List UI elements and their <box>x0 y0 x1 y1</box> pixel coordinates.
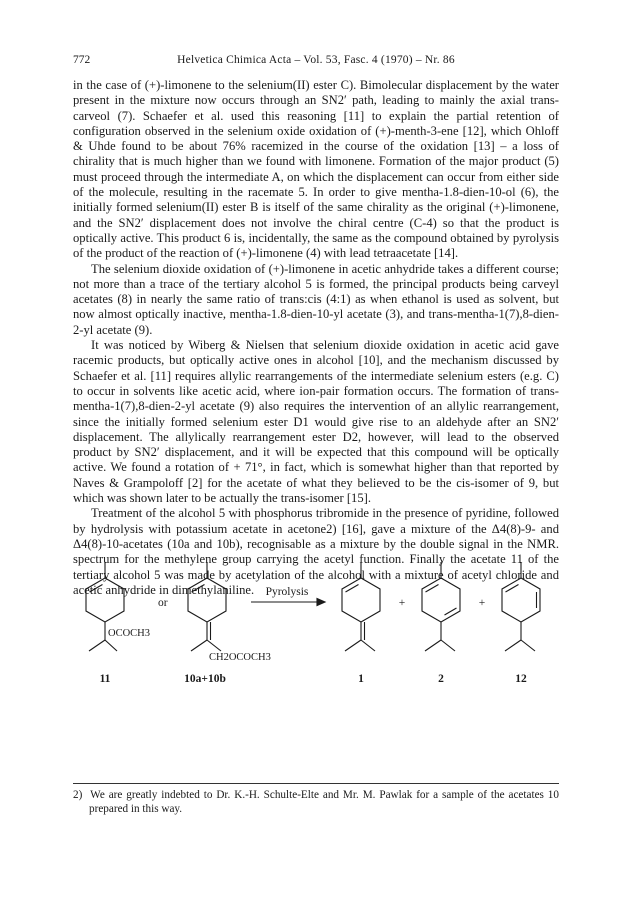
paragraph-1: in the case of (+)-limonene to the selenium(II) ester C). Bimolecular displacement by the water present in the mixture now occurs through an SN2′ path, leading to mainly the axial trans-carveol (7). Schaefer et al. used this reasoning [11] to explain the partial retention of configuration observed in the selenium oxide oxidation of (+)-menth-3-ene [12], which Ohloff & Uhde found to be about 76% racemized in the course of the oxidation [13] – a loss of chirality that is much higher than we found with limonene. Formation of the major product (5) must proceed through the intermediate A, on which the displacement can occur from either side of the molecule, resulting in the racemate 5. In order to give mentha-1.8-dien-10-ol (6), the initially formed selenium(II) ester B is itself of the same chirality as the original (+)-limonene, and the SN2′ displacement does not involve the chiral centre (C-4) so that the product is optically active. This product 6 is, incidentally, the same as the compound obtained by pyrolysis of the product of the reaction of (+)-limonene (4) with lead tetraacetate [14]. <box>73 78 559 261</box>
label-2: 2 <box>438 673 444 685</box>
plus-sign-1: + <box>398 597 406 609</box>
structure-1 <box>342 562 380 651</box>
paragraph-3: It was noticed by Wiberg & Nielsen that selenium dioxide oxidation in acetic acid gave racemic products, but optically active ones in alcohol [10], and the mechanism discussed by Schaefer et al. [11] requires allylic rearrangements of the intermediate selenium esters (e.g. C) to occur in solvents like acetic acid, where ion-pair formation occurs. The formation of trans-mentha-1(7),8-dien-2-yl acetate (9) also requires the intervention of an allylic rearrangement, since the initially formed selenium ester D1 would give rise to an aldehyde after an SN2′ displacement. The allylically rearrangement ester D2, however, will lead to the observed product by SN2′ displacement, and it will be expected that this compound will be optically active. We found a rotation of + 71°, in fact, which is somewhat higher than that reported by Naves & Grampoloff [2] for the acetate of what they believed to be the cis-isomer of 9, but which was shown later to be actually the trans-isomer [15]. <box>73 338 559 506</box>
arrow-label: Pyrolysis <box>265 586 309 598</box>
journal-line: Helvetica Chimica Acta – Vol. 53, Fasc. 4 (1970) – Nr. 86 <box>177 54 455 66</box>
label-12: 12 <box>515 673 527 685</box>
footnote-rule <box>73 783 559 784</box>
running-header <box>73 54 559 70</box>
paragraph-4: Treatment of the alcohol 5 with phosphorus tribromide in the presence of pyridine, followed by hydrolysis with potassium acetate in acetone2) [16], gave a mixture of the Δ4(8)-9- and Δ4(8)-10-acetates (10a and 10b), recognisable as a mixture by the double signal in the NMR. spectrum for the methylene group carrying the acetyl function. Finally the acetate 11 of the tertiary alcohol 5 was made by acetylation of the alcohol with a mixture of acetyl chloride and acetic anhydride in dimethylaniline. <box>73 506 559 597</box>
label-10a-10b: 10a+10b <box>184 673 226 685</box>
structure-2 <box>422 562 460 651</box>
substituent-acetoxy: OCOCH3 <box>108 628 151 639</box>
footnote-marker: 2) <box>73 789 83 801</box>
label-11: 11 <box>99 673 111 685</box>
pyrolysis-scheme <box>73 556 559 776</box>
structure-10a-10b <box>188 562 226 651</box>
or-text: or <box>158 597 168 609</box>
paragraph-2: The selenium dioxide oxidation of (+)-limonene in acetic anhydride takes a different course; not more than a trace of the tertiary alcohol 5 is formed, the principal products being carveyl acetates (8) in nearly the same ratio of trans:cis (4:1) as when ethanol is used as solvent, but now almost optically inactive, mentha-1.8-dien-10-yl acetate (3), and trans-mentha-1(7),8-dien-2-yl acetate (9). <box>73 261 559 337</box>
footnote <box>73 788 559 816</box>
page-number: 772 <box>73 54 91 66</box>
plus-sign-2: + <box>478 597 486 609</box>
structure-12 <box>502 562 540 651</box>
footnote-line <box>73 788 559 816</box>
footnote-text: We are greatly indebted to Dr. K.-H. Schulte-Elte and Mr. M. Pawlak for a sample of the acetates 10 prepared in this way. <box>89 789 559 816</box>
body-text <box>73 78 559 598</box>
label-1: 1 <box>358 673 364 685</box>
substituent-acetoxymethyl: CH2OCOCH3 <box>209 652 271 663</box>
